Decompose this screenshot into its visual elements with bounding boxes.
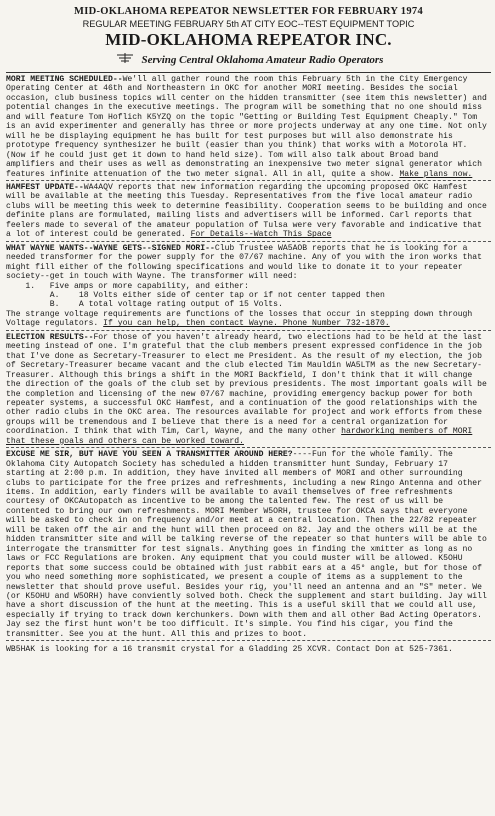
article-heading: WHAT WAYNE WANTS--WAYNE GETS--SIGNED MORI-- [6,243,215,253]
article-body: The strange voltage requirements are functions of the losses that occur in stepping down through Voltage regulators. [6,309,473,329]
section-divider [6,180,491,181]
list-item: B. A total voltage rating output of 15 Volts. [6,300,283,310]
article-heading: EXCUSE ME SIR, BUT HAVE YOU SEEN A TRANSMITTER AROUND HERE? [6,450,293,460]
antenna-icon [114,51,136,69]
article-body: For those of you haven't already heard, two elections had to be held at the last meeting instead of one. I'm grateful that the club members present expressed confidence in the job that I've done as Secretary-Treasurer to elect me President. As the result of my election, the job of Secretary-Treasurer became vacant and the club elected Tim Mauldin WA5LTM as the new Secretary-Treasurer. Although this brings a shift in the MORI Backfield, I don't think that it will change the direction of the goals of the club set by previous presidents. The most important goals will be the completion and licensing of the new 07/67 machine, providing emergency backup power for both repeater systems, a successful OKC Hamfest, and a continuation of the good relationships with the other radio clubs in the OKC area. The resources available for project and work efforts from these groups will be tremendous and I believe that there is a need for a central organization for coordination. I think that with Tim, Carl, Wayne, and the many other [6,332,487,437]
newsletter-heading: MID-OKLAHOMA REPEATOR NEWSLETTER FOR FEBRUARY 1974 [73,6,423,17]
tagline: Serving Central Oklahoma Amateur Radio Operators [141,54,384,66]
section-divider [6,640,491,641]
spec-list [6,282,491,310]
article-body: WA4AQV reports that new information regarding the upcoming proposed OKC Hamfest will be available at the meeting this Tuesday. Representatives from the five local amateur radio clubs will be meeting this week to determine feasibility. Cooperation seems to be building and once definite plans are formulated, mailing lists and advertisers will be informed. Carl reports that feelers made to several of the amateur population of Tulsa were very favorable and indicative that a lot of interest could be generated. [6,182,487,240]
article-body: Club Trustee WA5AOB reports that he is looking for a needed transformer for the power supply for the 07/67 machine. Any of you with the iron works that might fill either of the following specifications and would like to donate it to your repeater society--get in touch with Wayne. The transformer will need: [6,243,482,282]
classified-note: WB5HAK is looking for a 16 transmit crystal for a Gladding 25 XCVR. Contact Don at 525-7361. [6,645,453,655]
article-heading: MORI MEETING SCHEDULED-- [6,75,123,84]
masthead-divider [6,72,491,73]
article-heading: HAMFEST UPDATE-- [6,182,84,192]
article-tail: Make plans now. [399,169,473,179]
article-tail: If you can help, then contact Wayne. Phone Number 732-1870. [103,319,390,329]
masthead [6,6,491,73]
tagline-row [6,51,491,69]
list-item: 1. Five amps or more capability, and either: [6,281,249,291]
article-tail: For Details--Watch This Space [190,230,332,240]
article-body: We'll all gather round the room this February 5th in the City Emergency Operating Center at 46th and Northeastern in OKC for another MORI meeting. Besides the social occasion, club business topics will center on the hidden transmitter (see item this newsletter) and potential changes in the executive meetings. The program will be something that no one should miss and will feature Tom Hoflich K5YZQ on the topic "Getting or Building Test Equipment Cheaply." Tom is an avid experimenter and generally has three or more projects underway at any one time. Not only will he be displaying equipment he has built for test purposes but will also demonstrate his prototype frequency synthesizer he built (easier than you think) that works with a Motorola HT. (Now if he could just get it down to hand held size). Tom will also talk about Broad band amplifiers and their uses as well as demonstrating an inexpensive two meter signal generator which features infinite attenuation of the two meter signal. All in all, quite a show. [6,75,487,179]
article-body: ----Fun for the whole family. The Oklahoma City Autopatch Society has scheduled a hidden transmitter hunt Sunday, February 17 starting at 2:00 p.m. In addition, they have invited all members of MORI and other surrounding clubs to participate for the free prizes and refreshments, including a new Ringo Antenna and other items. In addition, early finders will be available to avail themselves of free refreshments courtesy of OKCAutopatch as incentive to be among the talented few. The rest of us will be contented to bring our own refreshments. MORI Member W5ORH, trustee for OKCA says that everyone will be asked to check in on frequency and/or meet at a central location. Then the 22/82 repeater will be taken off the air and the hunt will then proceed on 82. Jay and the others will be at the hidden transmitter site and will be talking reverse of the repeater so that hunters will be able to interrogate the transmitter for test signals. Anything goes in finding the xmitter as long as no laws or FCC Regulations are broken. Any equipment that you could muster will be allowed. K5OHU reports that some success could be obtained with just rabbit ears at a 45° angle, but for those of you who need something more sophisticated, we present a couple of items as a supplement to the newsletter that should prove useful. Besides your rig, you'll need an antenna and an "S" meter. We (or K5OHU and W5ORH) have conviently solved both. Check the supplement and start building. Jay will have a short discussion of the hunt at the meeting. This is a useful skill that we could all use, especially if trying to track down kerchunkers. Down with them and all other Bad Acting Operators. Jay sez the first hunt won't be too difficult. It's simple. You find his cigar, you find the transmitter. See you at the hunt. All this and prizes to boot. [6,450,487,639]
section-divider [6,330,491,331]
section-divider [6,241,491,242]
article-tail: hardworking members of MORI that these goals and others can be worked toward. [6,427,473,446]
article-heading: ELECTION RESULTS-- [6,332,94,342]
list-item: A. 18 Volts either side of center tap or if not center tapped then [6,290,385,300]
article-meeting [6,75,491,179]
article-transformer [6,244,491,329]
meeting-notice: REGULAR MEETING FEBRUARY 5th AT CITY EOC--TEST EQUIPMENT TOPIC [82,19,415,29]
organization-title: MID-OKLAHOMA REPEATOR INC. [105,30,392,49]
section-divider [6,447,491,448]
article-election [6,333,491,446]
article-transmitter-hunt [6,450,491,639]
article-hamfest [6,183,491,240]
